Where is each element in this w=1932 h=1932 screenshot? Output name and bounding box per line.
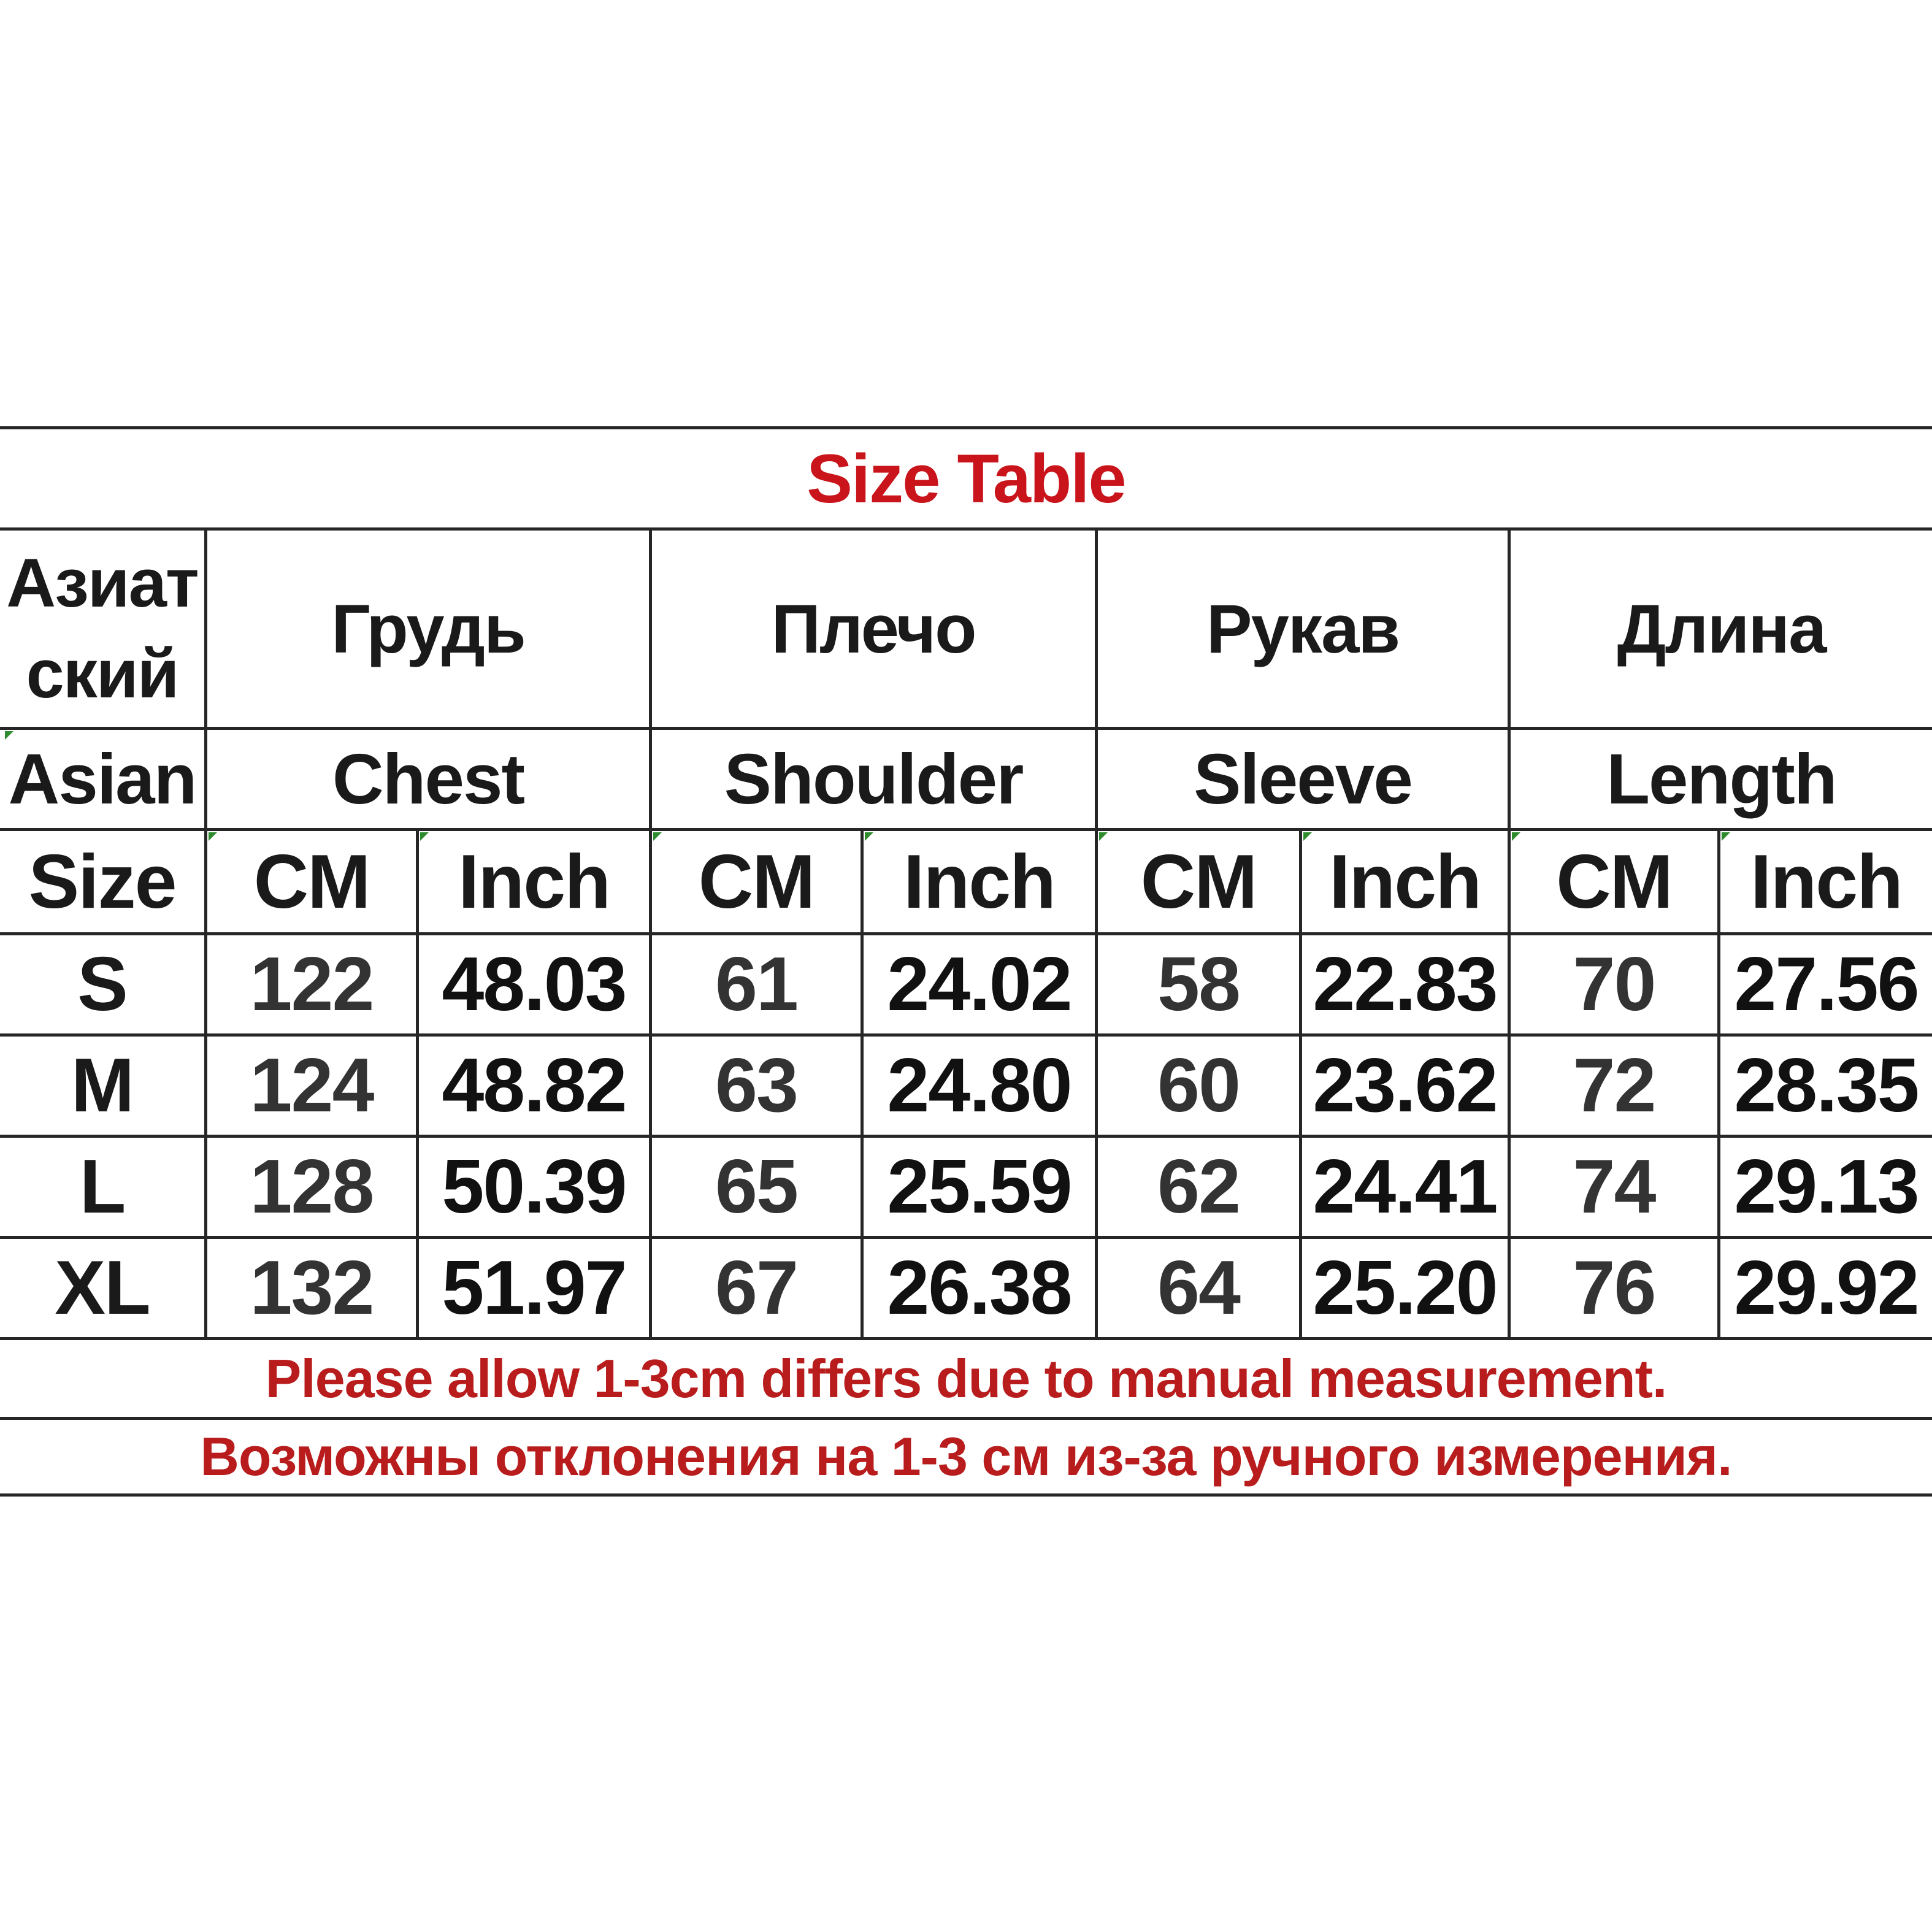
measurement-note-en: Please allow 1-3cm differs due to manual measurement.	[265, 1347, 1667, 1409]
units-chest-cm: CM	[253, 839, 370, 924]
shoulder-inch-value: 25.59	[887, 1144, 1071, 1229]
sleeve-inch-value: 23.62	[1313, 1043, 1497, 1128]
chest-inch-value: 51.97	[442, 1246, 626, 1330]
header-ru-asian-line1: Азиат	[6, 545, 198, 621]
header-ru-sleeve: Рукав	[1206, 590, 1400, 667]
header-en-chest: Chest	[332, 739, 524, 819]
header-ru-chest: Грудь	[331, 590, 525, 667]
chest-inch-value: 48.03	[442, 942, 626, 1027]
chest-cm-value: 124	[250, 1043, 374, 1128]
header-ru-shoulder: Плечо	[771, 590, 976, 667]
shoulder-inch-value: 24.80	[887, 1043, 1071, 1128]
sleeve-cm-value: 64	[1157, 1246, 1240, 1330]
shoulder-cm-value: 61	[715, 942, 797, 1027]
table-row-size: S	[77, 942, 127, 1027]
table-row-size: XL	[55, 1246, 150, 1330]
length-inch-value: 27.56	[1734, 942, 1919, 1027]
units-length-inch: Inch	[1750, 839, 1902, 924]
header-en-length: Length	[1606, 739, 1836, 819]
table-row-size: M	[71, 1043, 134, 1128]
header-ru-asian	[0, 531, 204, 727]
shoulder-inch-value: 24.02	[887, 942, 1071, 1027]
header-en-asian: Asian	[8, 739, 196, 819]
units-shoulder-cm: CM	[698, 839, 815, 924]
chest-inch-value: 50.39	[442, 1144, 626, 1229]
units-length-cm: CM	[1556, 839, 1672, 924]
header-en-sleeve: Sleeve	[1194, 739, 1412, 819]
length-inch-value: 28.35	[1734, 1043, 1919, 1128]
table-title: Size Table	[807, 440, 1125, 517]
chest-cm-value: 132	[250, 1246, 374, 1330]
chest-inch-value: 48.82	[442, 1043, 626, 1128]
length-cm-value: 76	[1573, 1246, 1655, 1330]
table-bottom-border	[0, 1493, 1932, 1497]
units-shoulder-inch: Inch	[903, 839, 1055, 924]
units-sleeve-inch: Inch	[1329, 839, 1481, 924]
header-ru-asian-line2: ский	[26, 635, 178, 712]
units-sleeve-cm: CM	[1140, 839, 1257, 924]
length-cm-value: 74	[1573, 1144, 1655, 1229]
header-ru-length: Длина	[1617, 590, 1826, 667]
sleeve-inch-value: 25.20	[1313, 1246, 1497, 1330]
shoulder-cm-value: 65	[715, 1144, 797, 1229]
sleeve-cm-value: 62	[1157, 1144, 1240, 1229]
chest-cm-value: 122	[250, 942, 374, 1027]
sleeve-cm-value: 60	[1157, 1043, 1240, 1128]
shoulder-inch-value: 26.38	[887, 1246, 1071, 1330]
measurement-note-ru: Возможны отклонения на 1-3 см из-за ручного измерения.	[200, 1426, 1732, 1487]
chest-cm-value: 128	[250, 1144, 374, 1229]
sleeve-cm-value: 58	[1157, 942, 1240, 1027]
table-row-size: L	[79, 1144, 125, 1229]
shoulder-cm-value: 63	[715, 1043, 797, 1128]
length-cm-value: 72	[1573, 1043, 1655, 1128]
length-inch-value: 29.13	[1734, 1144, 1919, 1229]
length-cm-value: 70	[1573, 942, 1655, 1027]
units-size: Size	[28, 839, 176, 924]
header-en-shoulder: Shoulder	[724, 739, 1023, 819]
length-inch-value: 29.92	[1734, 1246, 1919, 1330]
sleeve-inch-value: 22.83	[1313, 942, 1497, 1027]
sleeve-inch-value: 24.41	[1313, 1144, 1497, 1229]
units-chest-inch: Inch	[458, 839, 610, 924]
shoulder-cm-value: 67	[715, 1246, 797, 1330]
